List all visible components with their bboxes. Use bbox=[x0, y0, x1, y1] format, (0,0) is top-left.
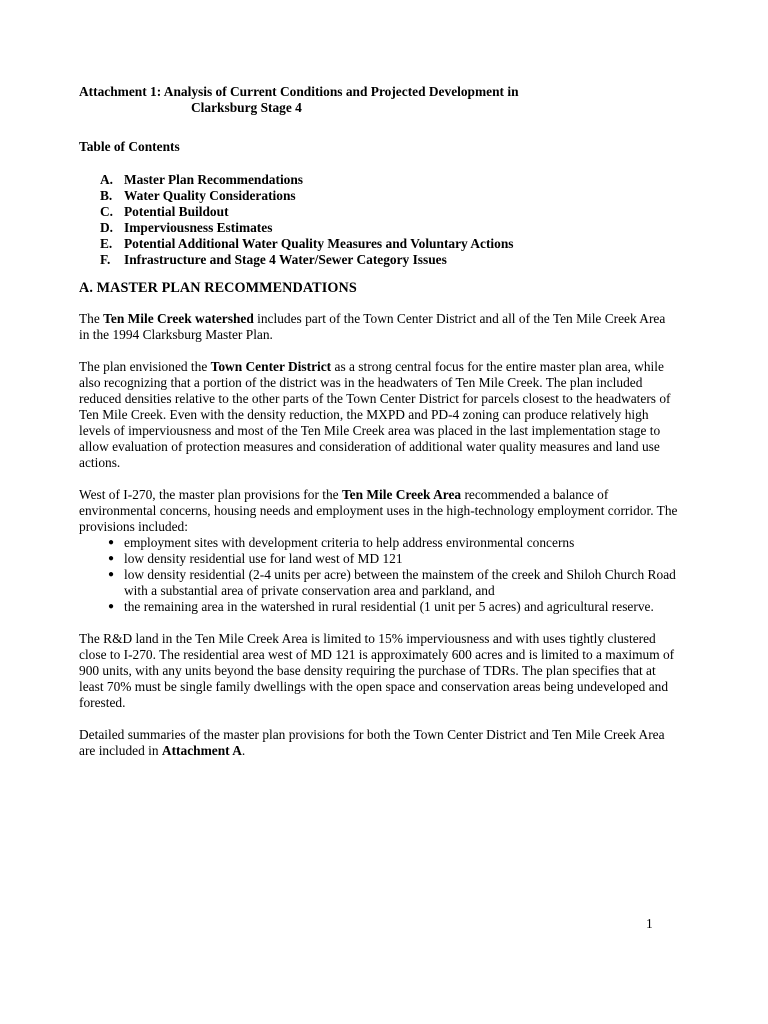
list-item: ● employment sites with development criteria to help address environmental concerns bbox=[79, 535, 679, 551]
paragraph-watershed: The Ten Mile Creek watershed includes part of the Town Center District and all of the Ten Mile Creek Area in the 1994 Clarksburg Master Plan. bbox=[79, 311, 666, 342]
toc-item: F. Infrastructure and Stage 4 Water/Sewer Category Issues bbox=[100, 252, 447, 267]
document-title bbox=[79, 84, 679, 116]
toc-heading: Table of Contents bbox=[79, 139, 180, 154]
title-line-1: Attachment 1: Analysis of Current Conditions and Projected Development in bbox=[79, 84, 519, 99]
provisions-list bbox=[79, 535, 679, 615]
paragraph-town-center: The plan envisioned the Town Center District as a strong central focus for the entire master plan area, while also recognizing that a portion of the district was in the headwaters of Ten Mile Creek. The plan included reduced densities relative to the other parts of the Town Center District for parcels closest to the headwaters of Ten Mile Creek. Even with the density reduction, the MXPD and PD-4 zoning can produce relatively high levels of imperviousness and most of the Ten Mile Creek area was placed in the last implementation stage to allow evaluation of protection measures and consideration of additional water quality measures and land use actions. bbox=[79, 359, 671, 470]
list-item: ● the remaining area in the watershed in rural residential (1 unit per 5 acres) and agricultural reserve. bbox=[79, 599, 679, 615]
page-number: 1 bbox=[646, 916, 653, 931]
toc-item: C. Potential Buildout bbox=[100, 204, 229, 219]
bullet-icon: ● bbox=[107, 537, 114, 548]
paragraph-detailed-summaries: Detailed summaries of the master plan provisions for both the Town Center District and Ten Mile Creek Area are included in Attachment A. bbox=[79, 727, 665, 758]
list-item: ● low density residential (2-4 units per acre) between the mainstem of the creek and Shiloh Church Road with a substantial area of private conservation area and parkland, and bbox=[79, 567, 679, 599]
paragraph-rd-land: The R&D land in the Ten Mile Creek Area is limited to 15% imperviousness and with uses tightly clustered close to I-270. The residential area west of MD 121 is approximately 600 acres and is limited to a maximum of 900 units, with any units beyond the base density requiring the purchase of TDRs. The plan specifies that at least 70% must be single family dwellings with the open space and conservation areas being undeveloped and forested. bbox=[79, 631, 675, 710]
bullet-icon: ● bbox=[107, 601, 114, 612]
title-line-2: Clarksburg Stage 4 bbox=[191, 100, 302, 115]
toc-item: D. Imperviousness Estimates bbox=[100, 220, 273, 235]
paragraph-ten-mile-creek-area: West of I-270, the master plan provisions for the Ten Mile Creek Area recommended a balance of environmental concerns, housing needs and employment uses in the high-technology employment corridor. The provisions included: bbox=[79, 487, 678, 534]
bullet-icon: ● bbox=[107, 569, 114, 580]
toc-item: A. Master Plan Recommendations bbox=[100, 172, 304, 187]
document-page bbox=[79, 84, 679, 759]
toc-item: E. Potential Additional Water Quality Measures and Voluntary Actions bbox=[100, 236, 514, 251]
toc-list bbox=[79, 172, 679, 268]
toc-item: B. Water Quality Considerations bbox=[100, 188, 296, 203]
list-item: ● low density residential use for land west of MD 121 bbox=[79, 551, 679, 567]
bullet-icon: ● bbox=[107, 553, 114, 564]
section-a-heading: A. MASTER PLAN RECOMMENDATIONS bbox=[79, 280, 357, 296]
